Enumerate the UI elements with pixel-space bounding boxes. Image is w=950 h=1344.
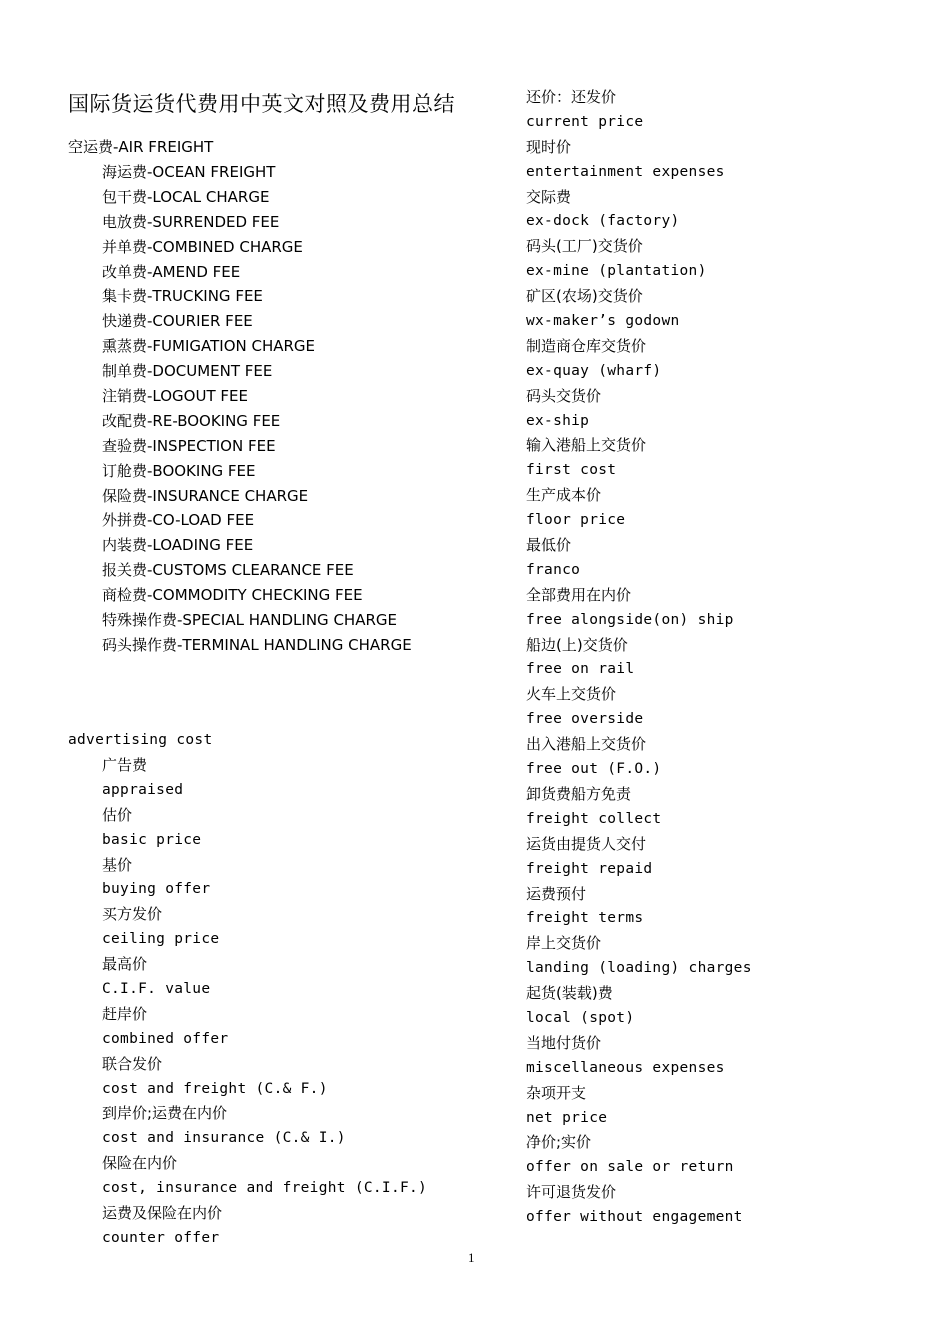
glossary-entry: 基价 <box>102 855 133 874</box>
glossary-entry: 岸上交货价 <box>526 934 602 953</box>
fee-item: 改配费-RE-BOOKING FEE <box>102 411 281 430</box>
glossary-entry: free out (F.O.) <box>526 761 662 778</box>
fee-item: 改单费-AMEND FEE <box>102 262 241 281</box>
glossary-entry: free overside <box>526 711 644 728</box>
glossary-entry: free alongside(on) ship <box>526 611 734 628</box>
glossary-entry: 运费及保险在内价 <box>102 1204 223 1223</box>
glossary-entry: 当地付货价 <box>526 1033 602 1052</box>
fee-item: 包干费-LOCAL CHARGE <box>102 187 270 206</box>
glossary-entry: 净价;实价 <box>526 1133 592 1152</box>
document-title: 国际货运货代费用中英文对照及费用总结 <box>68 92 455 116</box>
fee-item: 特殊操作费-SPECIAL HANDLING CHARGE <box>102 611 397 630</box>
fee-item: 注销费-LOGOUT FEE <box>102 387 248 406</box>
fee-item: 查验费-INSPECTION FEE <box>102 436 276 455</box>
fee-item: 电放费-SURRENDED FEE <box>102 212 280 231</box>
glossary-entry: 交际费 <box>526 187 572 206</box>
fee-item: 外拼费-CO-LOAD FEE <box>102 511 255 530</box>
glossary-entry: 广告费 <box>102 756 148 774</box>
glossary-entry: 现时价 <box>526 137 572 156</box>
glossary-entry: first cost <box>526 462 617 479</box>
glossary-entry: combined offer <box>102 1030 229 1047</box>
glossary-entry: 买方发价 <box>102 905 163 924</box>
glossary-entry: 矿区(农场)交货价 <box>526 287 643 306</box>
glossary-entry: 制造商仓库交货价 <box>526 336 647 355</box>
glossary-entry: cost and freight (C.& F.) <box>102 1080 328 1097</box>
glossary-entry: current price <box>526 113 644 130</box>
glossary-entry: 最高价 <box>102 955 148 974</box>
glossary-entry: 估价 <box>102 805 133 824</box>
glossary-entry: 运费预付 <box>526 884 587 903</box>
glossary-entry: 火车上交货价 <box>526 685 617 704</box>
glossary-entry: 输入港船上交货价 <box>526 436 647 455</box>
glossary-entry: wx-maker’s godown <box>526 313 680 330</box>
glossary-entry: 保险在内价 <box>102 1154 178 1173</box>
glossary-entry: entertainment expenses <box>526 163 725 180</box>
glossary-left-list <box>102 753 427 1251</box>
fee-item: 海运费-OCEAN FREIGHT <box>102 163 276 181</box>
glossary-entry: 生产成本价 <box>526 486 602 505</box>
glossary-entry: 许可退货发价 <box>526 1183 617 1202</box>
fee-list <box>102 160 412 658</box>
glossary-entry: counter offer <box>102 1229 220 1246</box>
fee-item: 码头操作费-TERMINAL HANDLING CHARGE <box>102 635 412 654</box>
glossary-entry: 卸货费船方免责 <box>526 784 632 803</box>
glossary-entry: miscellaneous expenses <box>526 1059 725 1076</box>
glossary-entry: ex-quay (wharf) <box>526 362 662 379</box>
fee-item-air-freight: 空运费-AIR FREIGHT <box>68 138 214 156</box>
glossary-entry: 最低价 <box>526 536 572 555</box>
glossary-entry: freight terms <box>526 910 644 927</box>
glossary-entry: 起货(装载)费 <box>526 984 613 1003</box>
glossary-entry: floor price <box>526 512 626 529</box>
glossary-entry: local (spot) <box>526 1009 635 1026</box>
glossary-entry: buying offer <box>102 881 211 898</box>
glossary-entry: freight collect <box>526 810 662 827</box>
glossary-entry: ceiling price <box>102 931 220 948</box>
glossary-entry: 还价：还发价 <box>526 88 617 106</box>
glossary-entry: cost and insurance (C.& I.) <box>102 1130 346 1147</box>
fee-item: 集卡费-TRUCKING FEE <box>102 287 263 306</box>
glossary-entry: C.I.F. value <box>102 981 211 998</box>
glossary-entry: cost, insurance and freight (C.I.F.) <box>102 1180 428 1197</box>
page-number: 1 <box>468 1250 475 1265</box>
fee-item: 报关费-CUSTOMS CLEARANCE FEE <box>102 561 354 580</box>
glossary-entry: 全部费用在内价 <box>526 585 632 604</box>
glossary-entry: free on rail <box>526 661 635 678</box>
fee-item: 制单费-DOCUMENT FEE <box>102 362 273 381</box>
glossary-entry: offer without engagement <box>526 1209 743 1226</box>
glossary-entry: freight repaid <box>526 860 653 877</box>
fee-item: 并单费-COMBINED CHARGE <box>102 237 303 256</box>
glossary-entry: 出入港船上交货价 <box>526 735 647 754</box>
glossary-entry: ex-ship <box>526 412 590 429</box>
fee-item: 订舱费-BOOKING FEE <box>102 461 256 480</box>
fee-item: 熏蒸费-FUMIGATION CHARGE <box>102 337 316 356</box>
glossary-entry: 杂项开支 <box>526 1083 587 1102</box>
fee-item: 商检费-COMMODITY CHECKING FEE <box>102 586 363 605</box>
glossary-term-advertising-cost: advertising cost <box>68 732 213 748</box>
fee-item: 保险费-INSURANCE CHARGE <box>102 486 309 505</box>
glossary-entry: ex-mine (plantation) <box>526 263 707 280</box>
glossary-entry: 到岸价;运费在内价 <box>102 1104 228 1123</box>
glossary-entry: 船边(上)交货价 <box>526 635 628 654</box>
fee-item: 快递费-COURIER FEE <box>102 312 253 331</box>
glossary-entry: appraised <box>102 781 184 798</box>
glossary-entry: landing (loading) charges <box>526 960 752 977</box>
glossary-entry: offer on sale or return <box>526 1159 734 1176</box>
glossary-right-list <box>526 85 752 1230</box>
glossary-entry: basic price <box>102 831 202 848</box>
glossary-entry: ex-dock (factory) <box>526 213 680 230</box>
glossary-entry: 联合发价 <box>102 1054 163 1073</box>
glossary-entry: 赶岸价 <box>102 1004 148 1023</box>
glossary-entry: 码头交货价 <box>526 386 602 405</box>
fee-item: 内装费-LOADING FEE <box>102 536 254 555</box>
glossary-entry: 码头(工厂)交货价 <box>526 237 643 256</box>
glossary-entry: franco <box>526 561 581 578</box>
glossary-entry: net price <box>526 1109 608 1126</box>
glossary-entry: 运货由提货人交付 <box>526 834 647 853</box>
